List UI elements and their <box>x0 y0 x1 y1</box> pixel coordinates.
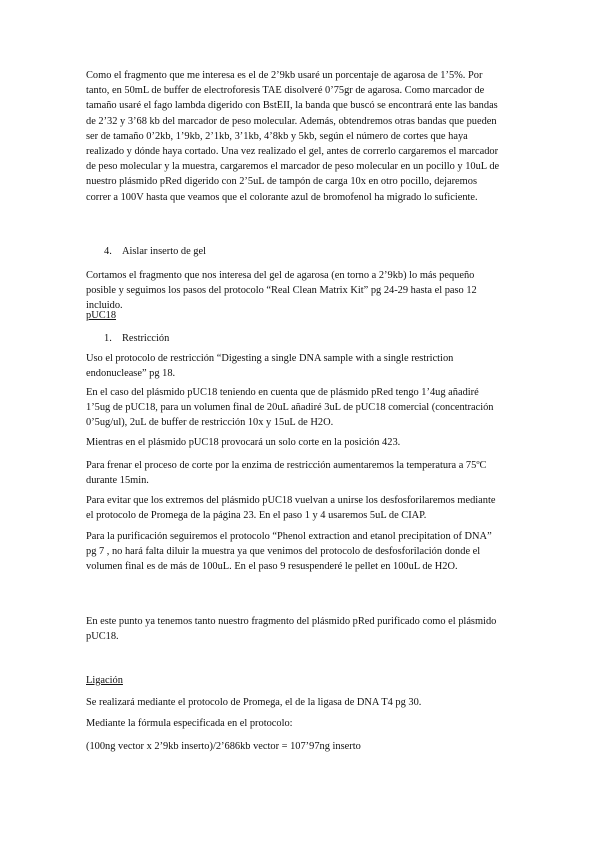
list-item-label: Aislar inserto de gel <box>122 246 206 257</box>
list-item-isolate-insert <box>104 244 502 259</box>
paragraph-single-cut: Mientras en el plásmido pUC18 provocará un solo corte en la posición 423. <box>86 437 401 448</box>
paragraph-purification: Para la purificación seguiremos el protocolo “Phenol extraction and etanol precipitation of DNA” pg 7 , no hará falta diluir la muestra ya que venimos del protocolo de desfosforilación donde el volumen final es de más de 100uL. En el paso 9 resuspenderé le pellet en 100uL de H2O. <box>86 531 492 573</box>
section-heading-ligacion: Ligación <box>86 675 123 686</box>
paragraph-ligation-protocol: Se realizará mediante el protocolo de Promega, el de la ligasa de DNA T4 pg 30. <box>86 697 422 708</box>
section-heading-puc18: pUC18 <box>86 310 117 321</box>
paragraph-summary: En este punto ya tenemos tanto nuestro fragmento del plásmido pRed purificado como el plásmido pUC18. <box>86 616 497 643</box>
list-item-label: Restricción <box>122 333 170 344</box>
list-item-restriction <box>104 331 502 346</box>
paragraph-puc18-amounts: En el caso del plásmido pUC18 teniendo en cuenta que de plásmido pRed tengo 1’4ug añadiré 1’5ug de pUC18, para un volumen final de 20uL añadiré 3uL de pUC18 comercial (concentración 0’5ug/ul), 2uL de buffer de restricción 10x y 15uL de H2O. <box>86 387 494 429</box>
paragraph-dephosphorylation: Para evitar que los extremos del plásmido pUC18 vuelvan a unirse los desfosforilaremos mediante el protocolo de Promega de la página 23. En el paso 1 y 4 usaremos 5uL de CIAP. <box>86 495 496 522</box>
paragraph-restriction-protocol: Uso el protocolo de restricción “Digesting a single DNA sample with a single restriction endonuclease” pg 18. <box>86 353 454 380</box>
paragraph-stop-cutting: Para frenar el proceso de corte por la enzima de restricción aumentaremos la temperatura a 75ºC durante 15min. <box>86 460 487 487</box>
paragraph-formula-intro: Mediante la fórmula especificada en el protocolo: <box>86 718 293 729</box>
paragraph-cut-fragment: Cortamos el fragmento que nos interesa del gel de agarosa (en torno a 2’9kb) lo más pequeño posible y seguimos los pasos del protocolo “Real Clean Matrix Kit” pg 24-29 hasta el paso 12 incluido. <box>86 270 477 312</box>
paragraph-agarose-gel: Como el fragmento que me interesa es el de 2’9kb usaré un porcentaje de agarosa de 1’5%. Por tanto, en 50mL de buffer de electroforesis TAE disolveré 0’75gr de agarosa. Como marcador de tamaño usaré el fago lambda digerido con BstEII, la banda que buscó se encontrará ente las bandas de 2’32 y 3’68 kb del marcador de peso molecular. Además, obtendremos otras bandas que pueden ser de tamaño 0’2kb, 1’9kb, 2’1kb, 3’1kb, 4’8kb y 5kb, según el número de cortes que haya realizado y dónde haya cortado. Una vez realizado el gel, antes de correrlo cargaremos el marcador de peso molecular y la muestra, cargaremos el marcador de peso molecular en un pocillo y 10uL de nuestro plásmido pRed digerido con 2’5uL de tampón de carga 10x en otro pocillo, dejaremos correr a 100V hasta que veamos que el colorante azul de bromofenol ha migrado lo suficiente. <box>86 70 500 203</box>
list-item-number: 4. <box>104 246 112 257</box>
list-item-number: 1. <box>104 333 112 344</box>
paragraph-formula: (100ng vector x 2’9kb inserto)/2’686kb vector = 107’97ng inserto <box>86 741 361 752</box>
